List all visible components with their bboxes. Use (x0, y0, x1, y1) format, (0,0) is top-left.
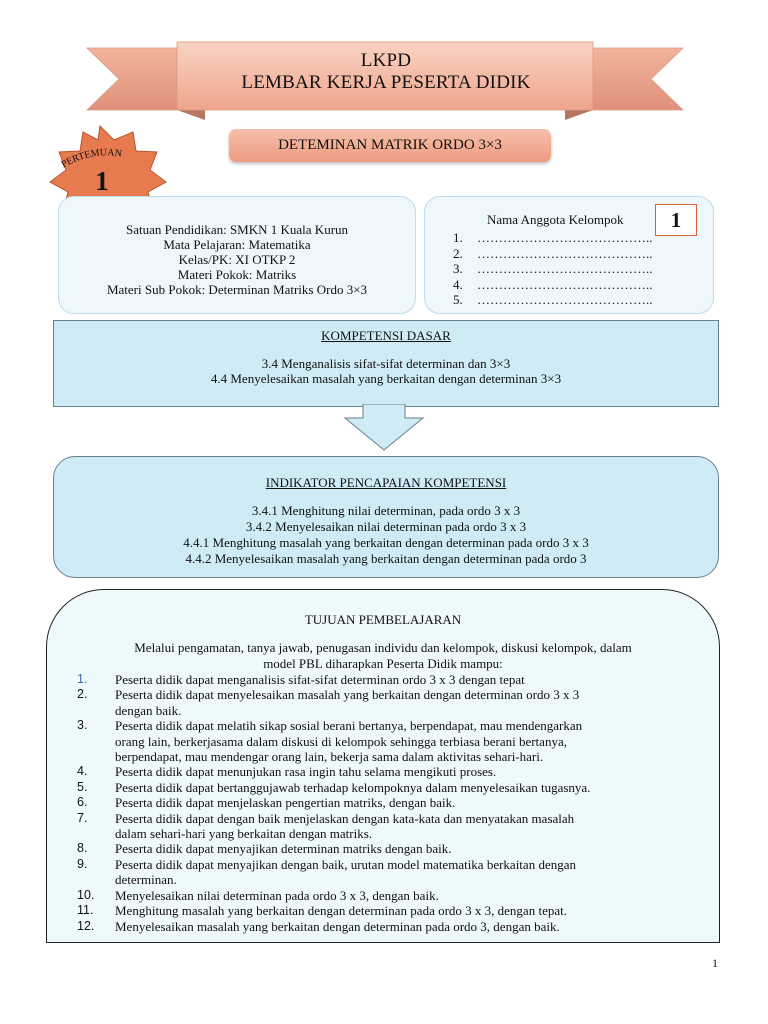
member-number: 4. (453, 276, 463, 292)
tujuan-item-line: Menghitung masalah yang berkaitan dengan determinan pada ordo 3 x 3, dengan tepat. (115, 903, 567, 919)
tujuan-item-line: Peserta didik dapat menjelaskan pengertian matriks, dengan baik. (115, 795, 456, 811)
member-dots: ………………………………….. (477, 245, 653, 261)
down-arrow-icon (343, 404, 425, 452)
member-list (453, 230, 653, 308)
tujuan-item-text (115, 764, 692, 779)
tujuan-item-text (115, 857, 692, 888)
tujuan-item (77, 903, 692, 918)
tujuan-item-number: 9. (77, 856, 88, 871)
tujuan-item (77, 795, 692, 810)
kompetensi-dasar-title: KOMPETENSI DASAR (321, 328, 451, 343)
member-number: 5. (453, 292, 463, 307)
tujuan-item-number: 6. (77, 795, 88, 810)
kompetensi-item: 4.4 Menyelesaikan masalah yang berkaitan dengan determinan 3×3 (210, 371, 562, 386)
tujuan-item (77, 687, 692, 718)
indikator-item: 4.4.1 Menghitung masalah yang berkaitan dengan determinan pada ordo 3 x 3 (183, 535, 589, 550)
tujuan-item-line: Peserta didik dapat menyajikan determinan matriks dengan baik. (115, 841, 452, 857)
tujuan-item (77, 857, 692, 888)
member-number: 2. (453, 245, 463, 261)
tujuan-intro (47, 640, 719, 672)
tujuan-item (77, 764, 692, 779)
tujuan-item-line: orang lain, berkerjasama dalam diskusi di kelompok sehingga terbiasa berani bertanya, (115, 733, 567, 749)
subtitle-text: DETEMINAN MATRIK ORDO 3×3 (278, 137, 502, 153)
tujuan-item-text (115, 888, 692, 903)
tujuan-item (77, 718, 692, 764)
tujuan-item-line: Menyelesaikan masalah yang berkaitan dengan determinan pada ordo 3, dengan baik. (115, 918, 560, 934)
tujuan-intro-line: model PBL diharapkan Peserta Didik mampu: (263, 656, 503, 671)
tujuan-item-line: Peserta didik dapat menyelesaikan masalah yang berkaitan dengan determinan ordo 3 x 3 (115, 687, 580, 703)
tujuan-item-text (115, 841, 692, 856)
member-dots: ………………………………….. (477, 292, 653, 307)
info-materi: Materi Pokok: Matriks (177, 267, 297, 282)
tujuan-item-number: 12. (77, 918, 95, 933)
tujuan-item-line: determinan. (115, 872, 177, 888)
indikator-item: 3.4.1 Menghitung nilai determinan, pada ordo 3 x 3 (251, 503, 521, 518)
tujuan-item-text (115, 795, 692, 810)
indikator-item: 4.4.2 Menyelesaikan masalah yang berkaitan dengan determinan pada ordo 3 (185, 551, 587, 566)
tujuan-item-text (115, 718, 692, 764)
tujuan-item-line: dengan baik. (115, 702, 182, 718)
indikator-item: 3.4.2 Menyelesaikan nilai determinan pada ordo 3 x 3 (245, 519, 527, 534)
tujuan-intro-line: Melalui pengamatan, tanya jawab, penugasan individu dan kelompok, diskusi kelompok, dalam (134, 640, 632, 655)
tujuan-item-number: 5. (77, 779, 88, 794)
kompetensi-item: 3.4 Menganalisis sifat-sifat determinan dan 3×3 (261, 356, 511, 371)
tujuan-item-line: Peserta didik dapat menunjukan rasa ingin tahu selama mengikuti proses. (115, 764, 497, 780)
member-row (453, 277, 653, 293)
tujuan-item (77, 888, 692, 903)
page-number: 1 (712, 956, 718, 970)
tujuan-item-line: Peserta didik dapat bertanggujawab terhadap kelompoknya dalam menyelesaikan tugasnya. (115, 779, 591, 795)
banner-line-2: LEMBAR KERJA PESERTA DIDIK (241, 72, 531, 93)
tujuan-item-number: 7. (77, 810, 88, 825)
member-row (453, 230, 653, 246)
tujuan-item-line: berpendapat, mau mendengar orang lain, bekerja sama dalam aktivitas sehari-hari. (115, 749, 544, 765)
tujuan-item-line: Peserta didik dapat menyajikan dengan baik, urutan model matematika berkaitan dengan (115, 856, 576, 872)
tujuan-item-text (115, 687, 692, 718)
badge-label: PERTEMUAN (59, 147, 123, 171)
tujuan-item-text (115, 672, 692, 687)
tujuan-item-number: 8. (77, 841, 88, 856)
info-sub-materi: Materi Sub Pokok: Determinan Matriks Ordo 3×3 (106, 282, 368, 297)
member-row (453, 261, 653, 277)
banner-line-1: LKPD (360, 50, 412, 71)
tujuan-item-number: 11. (77, 903, 94, 918)
group-number: 1 (670, 207, 682, 232)
tujuan-item-number: 10. (77, 887, 95, 902)
member-dots: ………………………………….. (477, 276, 653, 292)
member-row (453, 292, 653, 308)
info-kelas: Kelas/PK: XI OTKP 2 (178, 252, 296, 267)
indikator-title: INDIKATOR PENCAPAIAN KOMPETENSI (265, 475, 507, 490)
tujuan-item-text (115, 780, 692, 795)
tujuan-item-line: Peserta didik dapat melatih sikap sosial berani bertanya, berpendapat, mau mendengarkan (115, 718, 583, 734)
tujuan-item (77, 672, 692, 687)
group-members-title: Nama Anggota Kelompok (487, 212, 624, 227)
banner-title (178, 50, 594, 94)
member-number: 3. (453, 261, 463, 276)
tujuan-item-text (115, 919, 692, 934)
tujuan-item-line: Peserta didik dapat menganalisis sifat-sifat determinan ordo 3 x 3 dengan tepat (115, 672, 525, 687)
kompetensi-dasar-box (53, 320, 719, 407)
member-dots: ………………………………….. (477, 261, 653, 276)
tujuan-item (77, 780, 692, 795)
tujuan-box (46, 589, 720, 943)
tujuan-title: TUJUAN PEMBELAJARAN (304, 612, 462, 627)
badge-number: 1 (95, 166, 109, 196)
tujuan-item-number: 1. (77, 672, 88, 686)
group-number-box (655, 204, 697, 236)
member-number: 1. (453, 230, 463, 245)
tujuan-item (77, 811, 692, 842)
member-row (453, 246, 653, 262)
tujuan-item-text (115, 903, 692, 918)
subtitle-box (229, 129, 551, 162)
tujuan-item-number: 2. (77, 687, 88, 702)
indikator-box (53, 456, 719, 578)
tujuan-item-number: 3. (77, 718, 88, 733)
tujuan-item-line: Menyelesaikan nilai determinan pada ordo 3 x 3, dengan baik. (115, 887, 439, 903)
school-info-box (58, 196, 416, 314)
tujuan-list (77, 672, 692, 934)
tujuan-item (77, 919, 692, 934)
tujuan-item-line: Peserta didik dapat dengan baik menjelaskan dengan kata-kata dan menyatakan masalah (115, 810, 575, 826)
tujuan-item-line: dalam sehari-hari yang berkaitan dengan matriks. (115, 826, 373, 842)
tujuan-item-number: 4. (77, 764, 88, 779)
tujuan-item-text (115, 811, 692, 842)
group-members-box (424, 196, 714, 314)
tujuan-item (77, 841, 692, 856)
member-dots: ………………………………….. (477, 230, 653, 245)
info-satuan: Satuan Pendidikan: SMKN 1 Kuala Kurun (125, 222, 349, 237)
info-mapel: Mata Pelajaran: Matematika (163, 237, 311, 252)
